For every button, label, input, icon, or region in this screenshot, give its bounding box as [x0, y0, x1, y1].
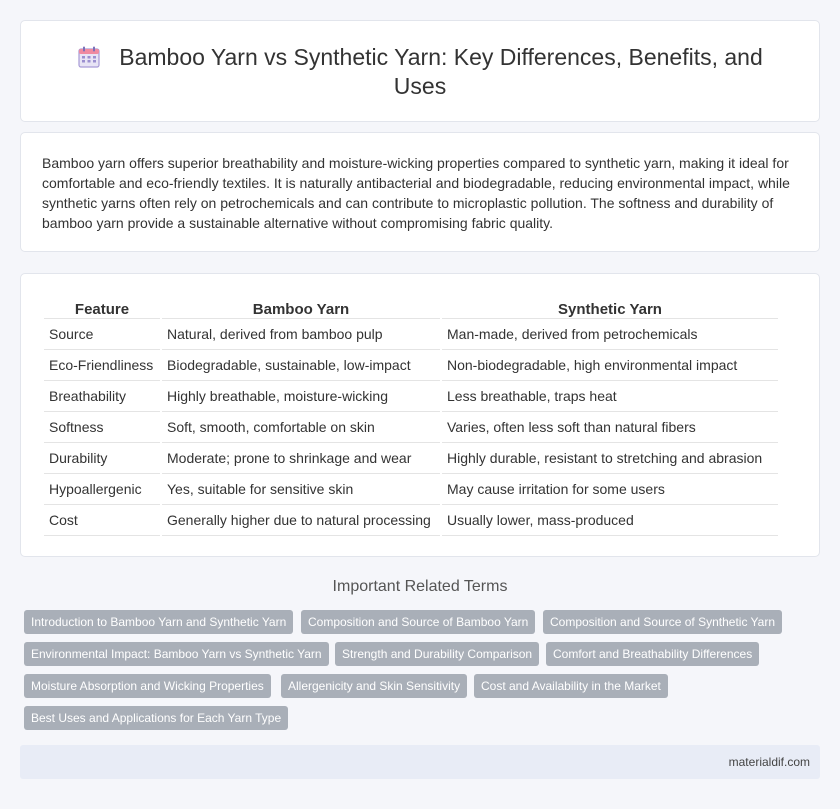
bamboo-cell: Yes, suitable for sensitive skin — [162, 474, 440, 505]
related-terms-title: Important Related Terms — [332, 578, 508, 595]
related-term-tag[interactable]: Comfort and Breathability Differences — [546, 642, 759, 666]
feature-cell: Hypoallergenic — [44, 474, 160, 505]
related-term-tag[interactable]: Composition and Source of Bamboo Yarn — [301, 610, 535, 634]
synthetic-cell: Non-biodegradable, high environmental impact — [442, 350, 778, 381]
synthetic-cell: Less breathable, traps heat — [442, 381, 778, 412]
calendar-icon — [77, 45, 101, 69]
table-header-row — [44, 297, 778, 319]
related-term-tag[interactable]: Environmental Impact: Bamboo Yarn vs Synthetic Yarn — [24, 642, 329, 666]
page-title: Bamboo Yarn vs Synthetic Yarn: Key Differences, Benefits, and Uses — [119, 44, 763, 99]
header-feature: Feature — [44, 297, 160, 319]
table-row — [44, 474, 778, 505]
bamboo-cell: Soft, smooth, comfortable on skin — [162, 412, 440, 443]
header-synthetic-yarn: Synthetic Yarn — [442, 297, 778, 319]
feature-cell: Eco-Friendliness — [44, 350, 160, 381]
bamboo-cell: Biodegradable, sustainable, low-impact — [162, 350, 440, 381]
table-row — [44, 505, 778, 536]
related-term-tag[interactable]: Cost and Availability in the Market — [474, 674, 668, 698]
feature-cell: Softness — [44, 412, 160, 443]
synthetic-cell: Highly durable, resistant to stretching and abrasion — [442, 443, 778, 474]
bamboo-cell: Natural, derived from bamboo pulp — [162, 319, 440, 350]
comparison-table — [42, 297, 780, 536]
intro-card — [20, 132, 820, 252]
table-row — [44, 381, 778, 412]
feature-cell: Durability — [44, 443, 160, 474]
related-term-tag[interactable]: Introduction to Bamboo Yarn and Synthetic Yarn — [24, 610, 293, 634]
table-row — [44, 443, 778, 474]
page-title-wrap — [61, 43, 779, 101]
related-term-tag[interactable]: Moisture Absorption and Wicking Properties — [24, 674, 271, 698]
feature-cell: Cost — [44, 505, 160, 536]
header-card — [20, 20, 820, 122]
bamboo-cell: Generally higher due to natural processing — [162, 505, 440, 536]
related-term-tag[interactable]: Allergenicity and Skin Sensitivity — [281, 674, 467, 698]
synthetic-cell: Usually lower, mass-produced — [442, 505, 778, 536]
bamboo-cell: Highly breathable, moisture-wicking — [162, 381, 440, 412]
related-term-tag[interactable]: Strength and Durability Comparison — [335, 642, 539, 666]
header-bamboo-yarn: Bamboo Yarn — [162, 297, 440, 319]
table-row — [44, 412, 778, 443]
footer — [20, 745, 820, 779]
synthetic-cell: May cause irritation for some users — [442, 474, 778, 505]
feature-cell: Source — [44, 319, 160, 350]
bamboo-cell: Moderate; prone to shrinkage and wear — [162, 443, 440, 474]
table-row — [44, 350, 778, 381]
comparison-table-card — [20, 273, 820, 557]
feature-cell: Breathability — [44, 381, 160, 412]
table-row — [44, 319, 778, 350]
synthetic-cell: Man-made, derived from petrochemicals — [442, 319, 778, 350]
footer-site: materialdif.com — [728, 755, 810, 769]
related-term-tag[interactable]: Best Uses and Applications for Each Yarn Type — [24, 706, 288, 730]
related-term-tag[interactable]: Composition and Source of Synthetic Yarn — [543, 610, 782, 634]
intro-paragraph: Bamboo yarn offers superior breathability and moisture-wicking properties compared to synthetic yarn, making it ideal for comfortable and eco-friendly textiles. It is naturally antibacterial and biodegradable, reducing environmental impact, while synthetic yarns often rely on petrochemicals and can contribute to microplastic pollution. The softness and durability of bamboo yarn provide a sustainable alternative without compromising fabric quality. — [42, 155, 790, 231]
synthetic-cell: Varies, often less soft than natural fibers — [442, 412, 778, 443]
